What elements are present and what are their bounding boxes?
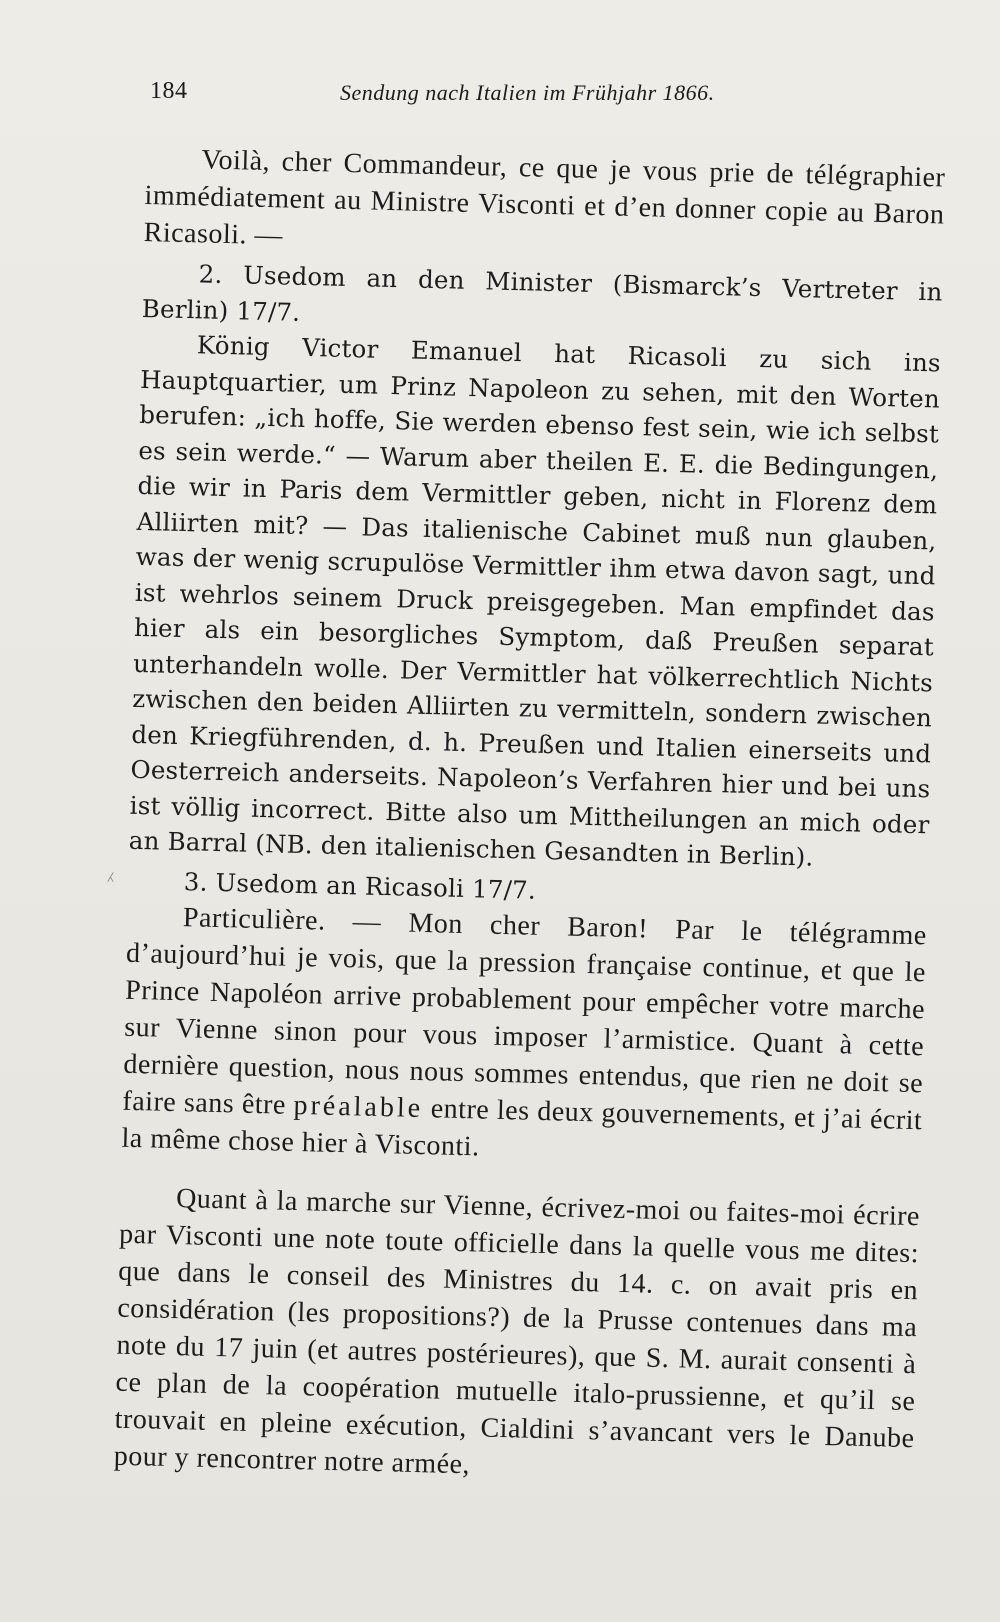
section-heading-3: 3. Usedom an Ricasoli 17/7. [183,866,537,905]
running-head: Sendung nach Italien im Frühjahr 1866. [340,80,715,105]
paragraph-particuliere-part2: entre les deux gouvernements, et j’ai écrit la même chose hier à Visconti. [121,1093,923,1163]
paragraph-particuliere [121,898,927,1176]
section-heading-2: 2. Usedom an den Minister (Bismarck’s Vertreter in Berlin) 17/7. [141,259,943,327]
paragraph-closing-french: Voilà, cher Commandeur, ce que je vous prie de télégraphier immédiatement au Ministre Visconti et d’en donner copie au Baron Ricasoli. — [143,144,946,252]
page-body [113,140,945,1494]
margin-mark: ⁁ [108,858,113,882]
paragraph-marche-vienne: Quant à la marche sur Vienne, écrivez-moi ou faites-moi écrire par Visconti une note toute officielle dans la quelle vous me dites: que dans le conseil des Ministres du 14. c. on avait pris en considération (les propositions?) de la Prusse contenues dans ma note du 17 juin (et autres postérieures), que S. M. aurait consenti à ce plan de la coopération mutuelle italo-prussienne, et qu’il se trouvait en pleine exécution, Cialdini s’avancant vers le Danube pour y rencontrer notre armée, [113,1183,921,1481]
paragraph-usedom-minister: König Victor Emanuel hat Ricasoli zu sich ins Hauptquartier, um Prinz Napoleon zu sehen, mit den Worten berufen: „ich hoffe, Sie werden ebenso fest sein, wie ich selbst es sein werde.“ — Warum aber theilen E. E. die Bedingungen, die wir in Paris dem Vermittler geben, nicht in Florenz dem Alliirten mit? — Das italienische Cabinet muß nun glauben, was der wenig scrupulöse Vermittler ihm etwa davon sagt, und ist wehrlos seinem Druck preisgegeben. Man empfindet das hier als ein besorgliches Symptom, daß Preußen separat unterhandeln wolle. Der Vermittler hat völkerrechtlich Nichts zwischen den beiden Alliirten zu vermitteln, sondern zwischen den Kriegführenden, d. h. Preußen und Italien einerseits und Oesterreich anderseits. Napoleon’s Verfahren hier und bei uns ist völlig incorrect. Bitte also um Mittheilungen an mich oder an Barral (NB. den italienischen Gesandten in Berlin). [128,330,942,872]
emphasized-word: préalable [293,1089,424,1125]
paragraph-particuliere-part1: Particulière. — Mon cher Baron! Par le télégramme d’aujourd’hui je vois, que la pression française continue, et que le Prince Napoléon arrive probablement pour empêcher votre marche sur Vienne sinon pour vous imposer l’armistice. Quant à cette dernière question, nous nous sommes entendus, que rien ne doit se faire sans être [122,902,928,1121]
page-number: 184 [150,78,188,104]
